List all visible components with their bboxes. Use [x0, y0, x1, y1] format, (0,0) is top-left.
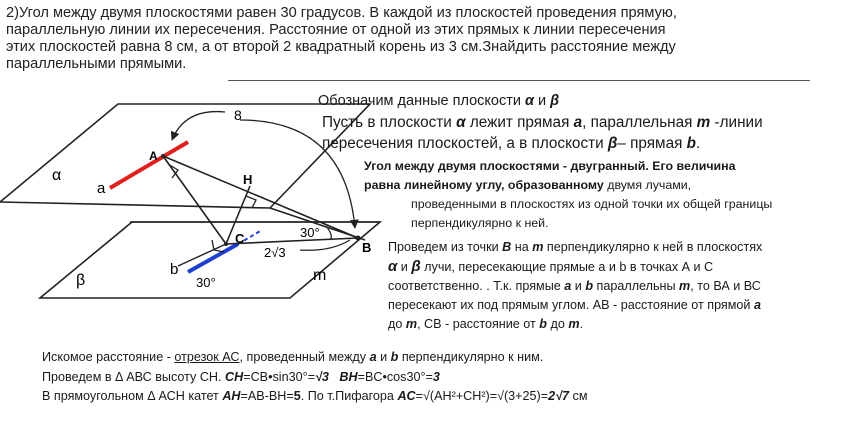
label-a: a	[97, 180, 106, 197]
arrow-2root3	[300, 240, 350, 250]
problem-line: этих плоскостей равна 8 см, а от второй 2 квадратный корень из 3 см.Знайдить расстояние между	[6, 39, 676, 55]
arrow-8-left	[172, 112, 225, 140]
denote-line: Обозначим данные плоскости α и β	[318, 93, 560, 109]
let-paragraph: Пусть в плоскости α лежит прямая a, параллельная m -линии пересечения плоскостей, а в плоскости β– прямая b.	[322, 114, 763, 152]
point-B	[356, 236, 361, 241]
label-C: C	[235, 231, 245, 246]
dihedral-paragraph: Угол между двумя плоскостями - двугранный. Его величина равна линейному углу, образованному двумя лучами, проведенными в плоскостях из одной точки их общей границы перпендикулярно к ней.	[364, 159, 773, 230]
problem-line: 2)Угол между двумя плоскостями равен 30 градусов. В каждой из плоскостей проведения прямую,	[6, 5, 677, 21]
label-30-bottom: 30°	[196, 275, 216, 290]
label-beta: β	[76, 272, 86, 289]
label-8: 8	[234, 107, 242, 123]
final-paragraph: Искомое расстояние - отрезок АС, проведенный между a и b перпендикулярно к ним. Проведем в Δ АВС высоту СН. CH=CB•sin30°=√3 BH=BC•cos30°=3 В прямоугольном Δ АСН катет AH=AB-BH=5. По т.Пифагора AC=√(AH²+CH²)=√(3+25)=2√7 см	[42, 350, 588, 403]
label-B: B	[362, 240, 372, 255]
construct-paragraph: Проведем из точки B на m перпендикулярно к ней в плоскостях α и β лучи, пересекающие прямые а и b в точках А и С соответственно. . Т.к. прямые a и b параллельны m, то ВА и ВС пересекают их под прямым углом. АВ - расстояние от прямой a до m, СВ - расстояние от b до m.	[388, 240, 763, 331]
plane-alpha	[0, 104, 370, 208]
label-alpha: α	[52, 167, 62, 184]
label-2root3: 2√3	[264, 245, 286, 260]
label-b: b	[170, 261, 179, 278]
problem-line: параллельную линии их пересечения. Расстояние от одной из этих прямых к линии пересечения	[6, 22, 666, 38]
problem-line: параллельными прямыми.	[6, 56, 187, 72]
divider-line	[228, 80, 810, 81]
right-angle-H	[246, 196, 256, 208]
point-A	[161, 154, 165, 158]
label-H: H	[243, 172, 253, 187]
label-A: A	[149, 149, 158, 163]
point-C	[224, 242, 228, 246]
problem-statement	[6, 5, 836, 73]
label-m: m	[313, 267, 327, 284]
label-30-top: 30°	[300, 225, 320, 240]
